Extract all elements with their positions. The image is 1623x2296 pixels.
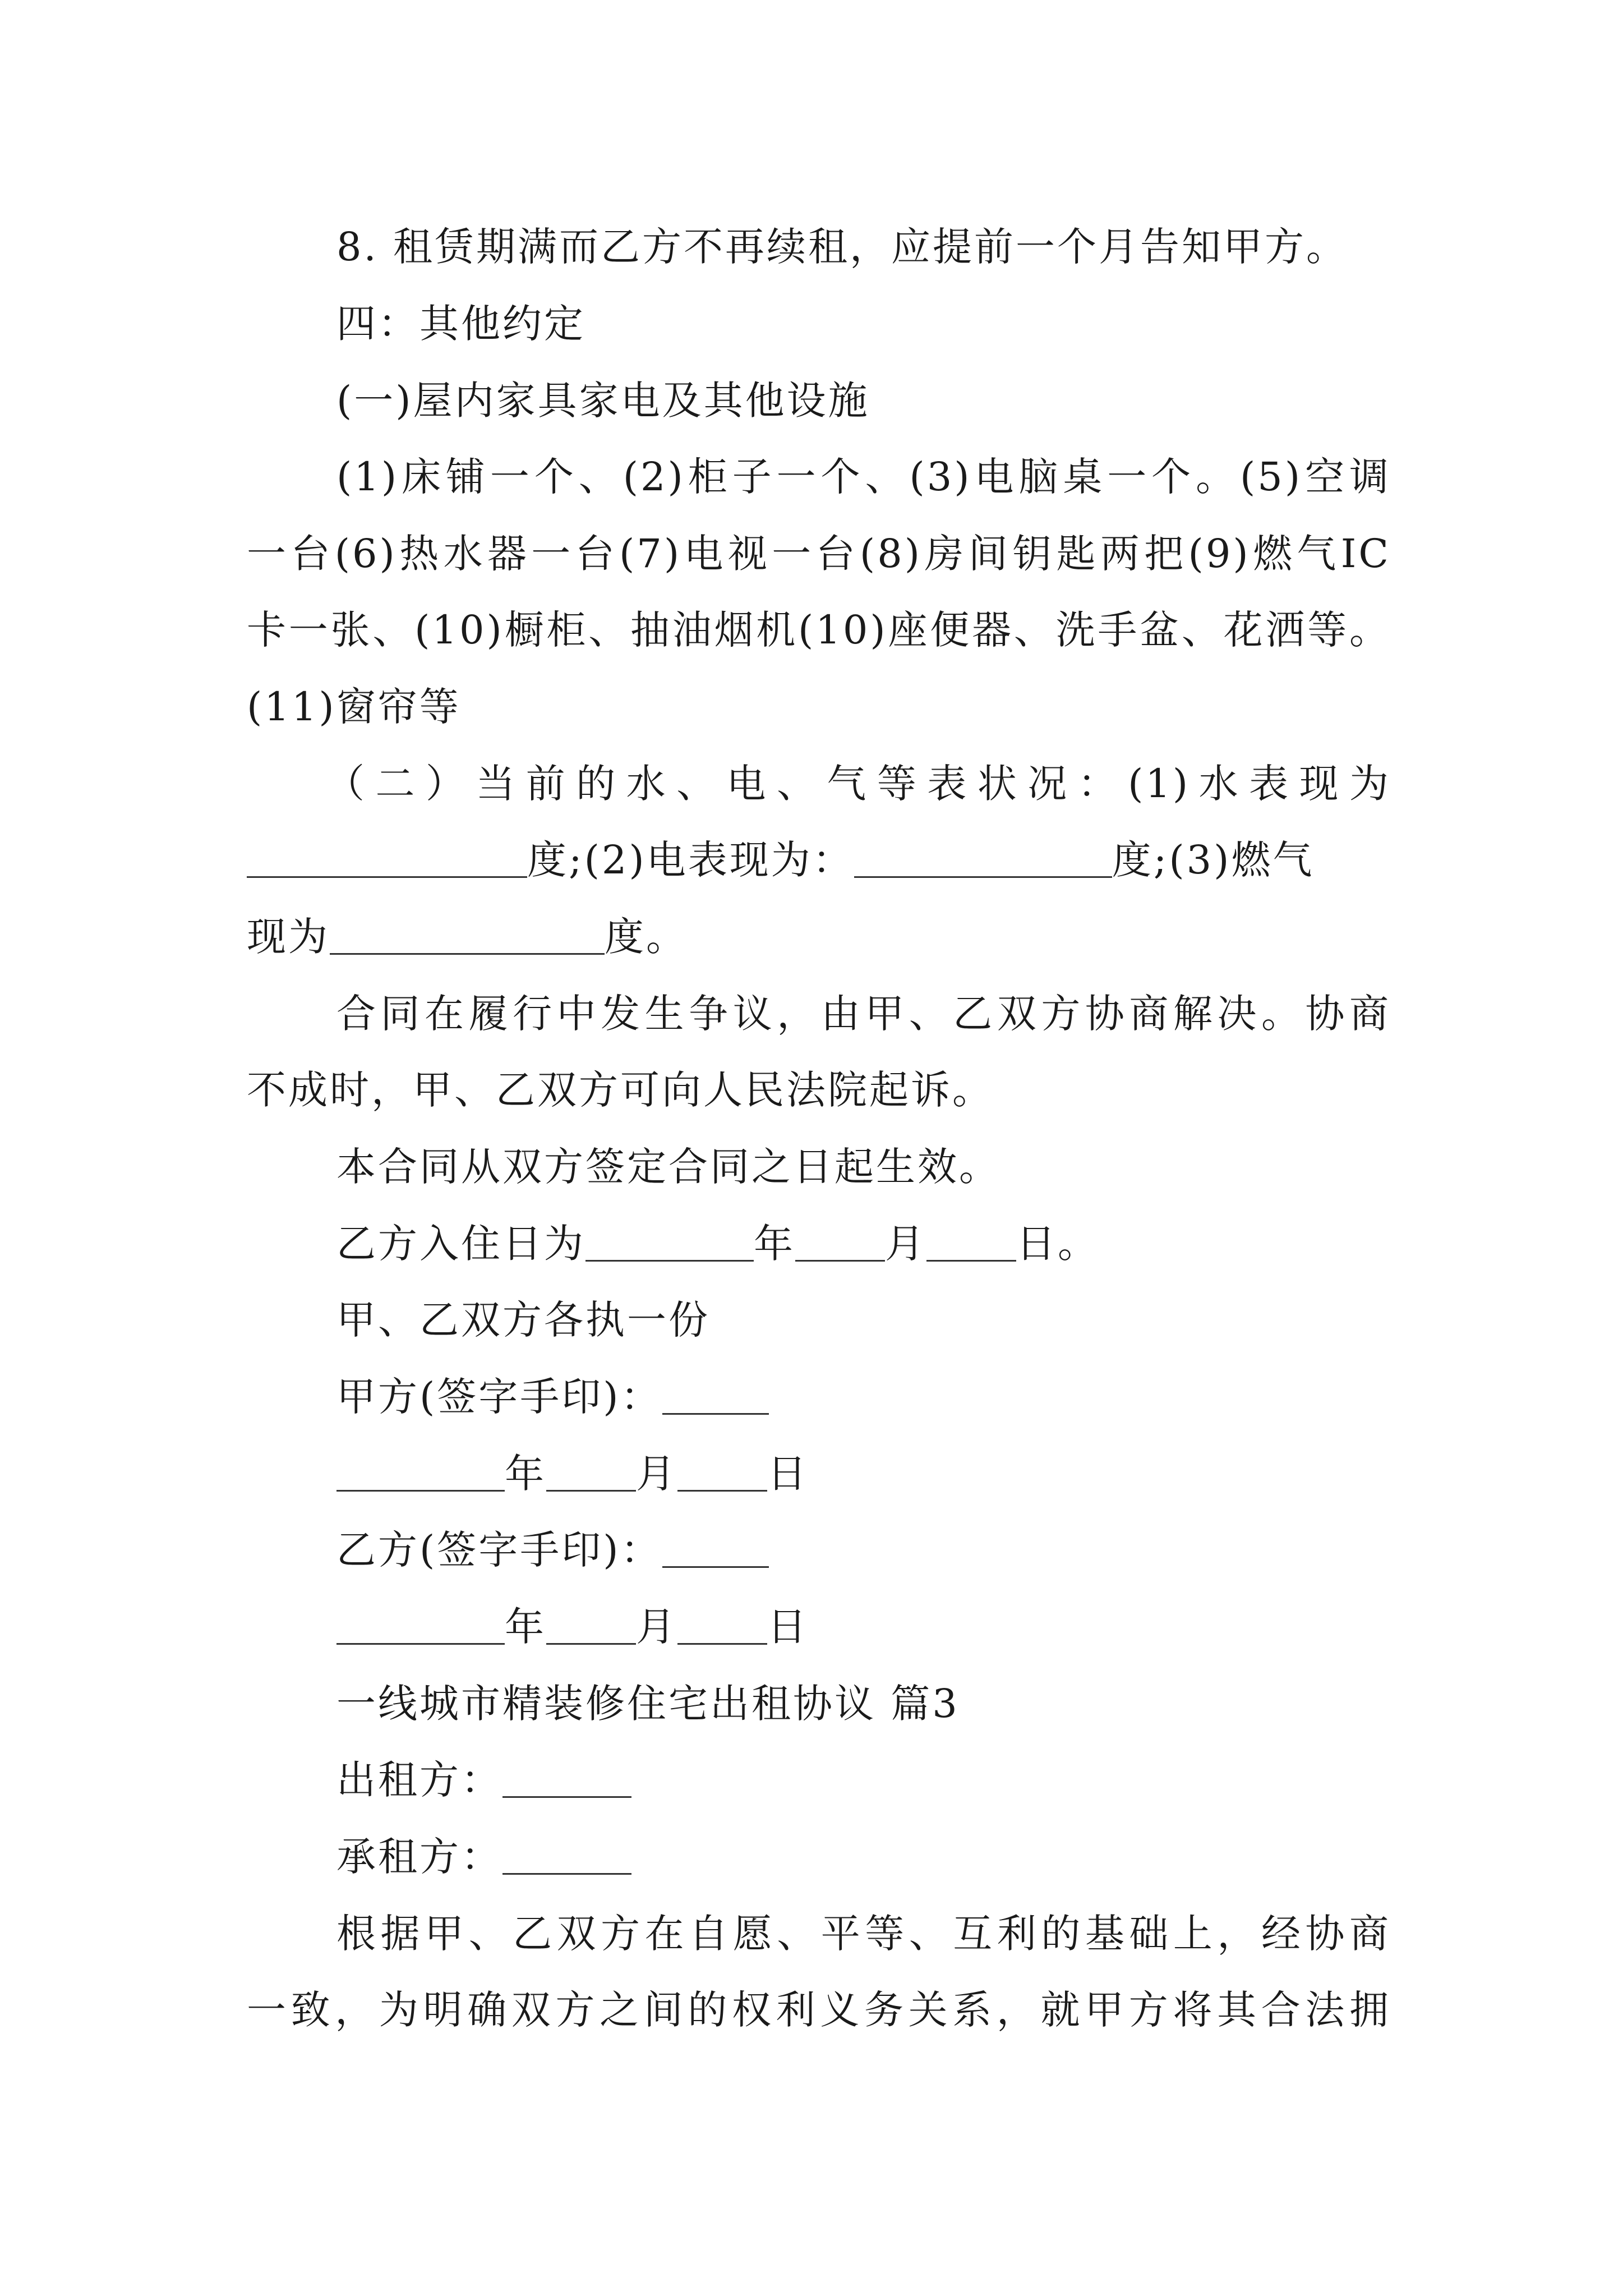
meter-status-text-1: （二）当前的水、电、气等表状况：(1)水表现为 bbox=[325, 761, 1391, 807]
subsection-furniture-text: (一)屋内家具家电及其他设施 bbox=[336, 378, 870, 424]
meter-status-line-2 bbox=[247, 832, 1391, 888]
party-b-signature-label: 乙方(签字手印)： bbox=[336, 1527, 662, 1573]
party-a-month-blank[interactable] bbox=[546, 1451, 636, 1492]
lessor-line bbox=[336, 1752, 1391, 1808]
effective-text: 本合同从双方签定合同之日起生效。 bbox=[336, 1144, 1000, 1190]
lessee-blank[interactable] bbox=[502, 1834, 631, 1875]
furniture-list-text-3: 卡一张、(10)橱柜、抽油烟机(10)座便器、洗手盆、花洒等。 bbox=[247, 607, 1391, 653]
party-a-date bbox=[336, 1446, 1391, 1502]
furniture-list-text-4: (11)窗帘等 bbox=[247, 684, 461, 730]
furniture-list-line-1 bbox=[336, 449, 1391, 505]
electric-meter-blank[interactable] bbox=[854, 837, 1112, 878]
section-heading-text: 四：其他约定 bbox=[336, 301, 585, 347]
clause-8-text: 8. 租赁期满而乙方不再续租，应提前一个月告知甲方。 bbox=[336, 224, 1348, 270]
effective-clause bbox=[336, 1139, 1391, 1195]
move-in-month-blank[interactable] bbox=[795, 1221, 885, 1262]
dispute-line-1 bbox=[336, 986, 1391, 1042]
subsection-furniture bbox=[336, 372, 1391, 429]
furniture-list-line-2 bbox=[247, 526, 1391, 582]
month-label: 月 bbox=[636, 1604, 677, 1650]
month-label: 月 bbox=[885, 1221, 926, 1267]
year-label: 年 bbox=[505, 1451, 546, 1497]
furniture-list-line-4 bbox=[247, 679, 1391, 735]
agreement-title-text: 一线城市精装修住宅出租协议 篇3 bbox=[336, 1681, 960, 1727]
agreement-title bbox=[336, 1676, 1391, 1732]
dispute-line-2 bbox=[247, 1062, 1391, 1118]
furniture-list-line-3 bbox=[247, 602, 1391, 658]
move-in-date bbox=[336, 1216, 1391, 1272]
preamble-text-1: 根据甲、乙双方在自愿、平等、互利的基础上，经协商 bbox=[336, 1911, 1391, 1957]
gas-meter-unit: 度。 bbox=[605, 914, 688, 960]
furniture-list-text-1: (1)床铺一个、(2)柜子一个、(3)电脑桌一个。(5)空调 bbox=[336, 454, 1391, 500]
party-a-signature-blank[interactable] bbox=[662, 1374, 769, 1415]
day-label: 日。 bbox=[1016, 1221, 1099, 1267]
party-b-day-blank[interactable] bbox=[677, 1604, 767, 1645]
electric-meter-label: 度;(2)电表现为： bbox=[527, 837, 854, 883]
preamble-line-1 bbox=[336, 1906, 1391, 1962]
meter-status-line-3 bbox=[247, 909, 1391, 965]
lessee-line bbox=[336, 1829, 1391, 1885]
section-heading-other bbox=[336, 296, 1391, 352]
move-in-day-blank[interactable] bbox=[926, 1221, 1016, 1262]
lessee-label: 承租方： bbox=[336, 1834, 502, 1880]
party-a-year-blank[interactable] bbox=[336, 1451, 505, 1492]
move-in-year-blank[interactable] bbox=[585, 1221, 754, 1262]
preamble-text-2: 一致，为明确双方之间的权利义务关系，就甲方将其合法拥 bbox=[247, 1987, 1391, 2033]
copies-clause bbox=[336, 1292, 1391, 1348]
copies-text: 甲、乙双方各执一份 bbox=[336, 1297, 710, 1343]
day-label: 日 bbox=[767, 1451, 809, 1497]
water-meter-blank[interactable] bbox=[247, 837, 527, 878]
party-a-signature-label: 甲方(签字手印)： bbox=[336, 1374, 662, 1420]
meter-status-line-1 bbox=[325, 756, 1391, 812]
party-b-date bbox=[336, 1599, 1391, 1655]
day-label: 日 bbox=[767, 1604, 809, 1650]
dispute-text-1: 合同在履行中发生争议，由甲、乙双方协商解决。协商 bbox=[336, 991, 1391, 1037]
party-b-signature-blank[interactable] bbox=[662, 1527, 769, 1568]
lessor-label: 出租方： bbox=[336, 1757, 502, 1803]
party-b-signature bbox=[336, 1522, 1391, 1578]
gas-meter-label: 度;(3)燃气 bbox=[1112, 837, 1315, 883]
month-label: 月 bbox=[636, 1451, 677, 1497]
party-a-signature bbox=[336, 1369, 1391, 1425]
preamble-line-2 bbox=[247, 1982, 1391, 2038]
dispute-text-2: 不成时，甲、乙双方可向人民法院起诉。 bbox=[247, 1067, 994, 1113]
move-in-label: 乙方入住日为 bbox=[336, 1221, 585, 1267]
gas-meter-prefix: 现为 bbox=[247, 914, 330, 960]
party-b-year-blank[interactable] bbox=[336, 1604, 505, 1645]
party-b-month-blank[interactable] bbox=[546, 1604, 636, 1645]
clause-8 bbox=[336, 219, 1391, 275]
year-label: 年 bbox=[505, 1604, 546, 1650]
party-a-day-blank[interactable] bbox=[677, 1451, 767, 1492]
year-label: 年 bbox=[754, 1221, 795, 1267]
gas-meter-blank[interactable] bbox=[330, 914, 605, 955]
lessor-blank[interactable] bbox=[502, 1757, 631, 1798]
furniture-list-text-2: 一台(6)热水器一台(7)电视一台(8)房间钥匙两把(9)燃气IC bbox=[247, 531, 1391, 577]
